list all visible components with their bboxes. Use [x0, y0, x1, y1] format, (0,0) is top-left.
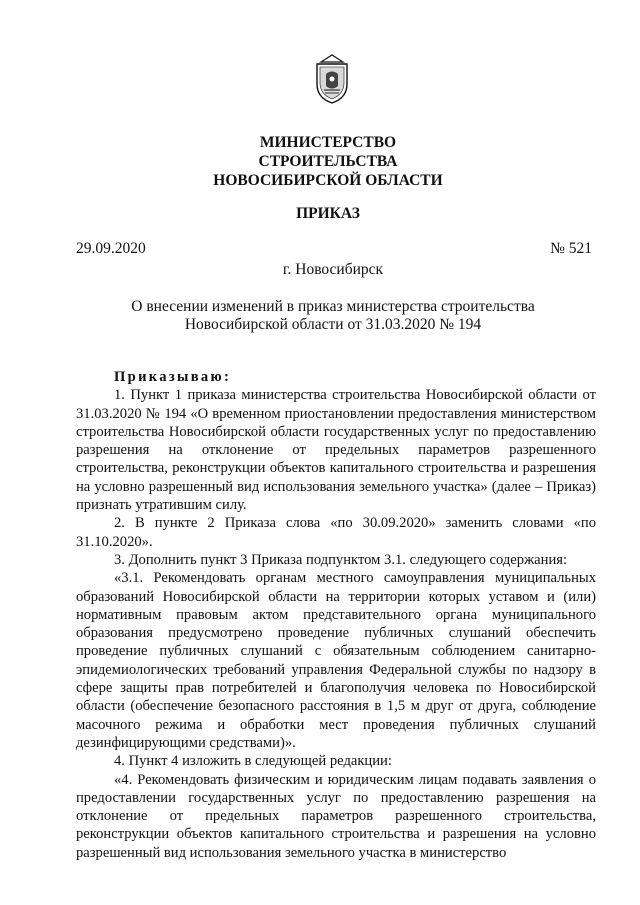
paragraph-1: 1. Пункт 1 приказа министерства строительства Новосибирской области от 31.03.2020 № 194 «О временном приостановлении предоставления министерством строительства Новосибирской области государственных услуг по предоставлению разрешения на отклонение от предельных параметров разрешенного строительства, реконструкции объектов капитального строительства и разрешения на условно разрешенный вид использования земельного участка» (далее – Приказ) признать утратившим силу. — [76, 387, 596, 514]
paragraph-6: «4. Рекомендовать физическим и юридическим лицам подавать заявления о предоставлении государственных услуг по предоставлению разрешения на отклонение от предельных параметров разрешенного строительства, реконструкции объектов капитального строительства и разрешения на условно разрешенный вид использования земельного участка в министерство — [76, 771, 596, 861]
document-number: № 521 — [550, 240, 592, 257]
org-line-3: НОВОСИБИРСКОЙ ОБЛАСТИ — [213, 172, 443, 189]
document-subject — [0, 298, 640, 334]
document-date: 29.09.2020 — [76, 240, 146, 257]
organization-name — [0, 133, 640, 190]
order-heading: Приказываю: — [114, 369, 232, 385]
paragraph-4: «3.1. Рекомендовать органам местного самоуправления муниципальных образований Новосибирской области на территории которых уставом и (или) нормативным правовым актом представительного органа муниципального образования предусмотрено проведение публичных слушаний обеспечить проведение публичных слушаний с обязательным соблюдением санитарно-эпидемиологических требований управления Федеральной службы по надзору в сфере защиты прав потребителей и благополучия человека по Новосибирской области (обеспечение безопасного расстояния в 1,5 м друг от друга, соблюдение масочного режима и обработки мест проведения публичных слушаний дезинфицирующими средствами)». — [76, 570, 596, 751]
document-type: ПРИКАЗ — [296, 205, 360, 222]
paragraph-5: 4. Пункт 4 изложить в следующей редакции: — [114, 753, 392, 770]
document-body — [76, 368, 596, 862]
org-line-1: МИНИСТЕРСТВО — [259, 134, 397, 151]
paragraph-3: 3. Дополнить пункт 3 Приказа подпунктом 3.1. следующего содержания: — [114, 551, 568, 568]
document-city: г. Новосибирск — [282, 261, 384, 278]
subject-line-2: Новосибирской области от 31.03.2020 № 194 — [184, 316, 482, 333]
subject-line-1: О внесении изменений в приказ министерства строительства — [131, 298, 535, 315]
paragraph-2: 2. В пункте 2 Приказа слова «по 30.09.2020» заменить словами «по 31.10.2020». — [76, 515, 596, 550]
org-line-2: СТРОИТЕЛЬСТВА — [258, 153, 398, 170]
coat-of-arms-icon — [312, 54, 352, 104]
